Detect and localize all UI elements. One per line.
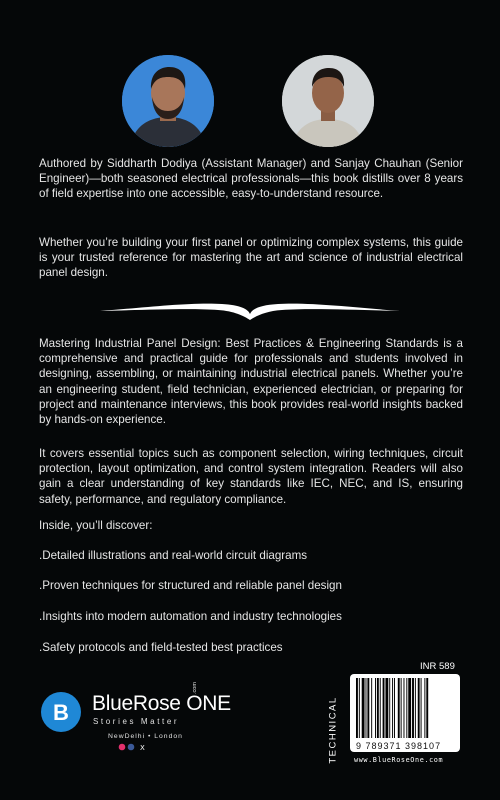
publisher-name: BlueRose ONE [92,692,231,715]
bluerose-logo-icon [40,691,82,733]
discover-item: .Safety protocols and field-tested best practices [39,641,283,654]
isbn-number: 9 789371 398107 [356,741,442,751]
swoosh-divider [100,298,400,324]
instagram-icon [119,744,126,751]
publisher-tagline: Stories Matter [93,717,180,726]
x-icon: X [140,744,145,751]
discover-item: .Detailed illustrations and real-world circuit diagrams [39,549,308,562]
book-description-text: Mastering Industrial Panel Design: Best Practices & Engineering Standards is a comprehensive and practical guide for professionals and students involved in designing, assembling, or maintaining industrial electrical panels. Whether you’re an engineering student, field technician, experienced electrician, or preparing for project and maintenance interviews, this book provides real-world insights backed by hands-on experience. [39,337,463,427]
svg-text:B: B [53,700,69,725]
publisher-url: www.BlueRoseOne.com [354,756,444,764]
reference-note-text: Whether you’re building your first panel or optimizing complex systems, this guide is your trusted reference for mastering the art and science of industrial electrical panel design. [39,236,463,280]
category-label [325,690,341,770]
topics-text: It covers essential topics such as component selection, wiring techniques, circuit protection, layout optimization, and control system integration. Readers will also gain a clear understanding of key standards like IEC, NEC, and IS, ensuring safety, performance, and regulatory compliance. [39,447,463,506]
authors-intro-text: Authored by Siddharth Dodiya (Assistant Manager) and Sanjay Chauhan (Senior Engineer)—both seasoned electrical professionals—this book distills over 8 years of field expertise into one accessible, easy-to-understand resource. [39,157,463,201]
category-text: TECHNICAL [327,696,339,764]
discover-item: .Proven techniques for structured and reliable panel design [39,579,342,592]
author-photo-siddharth [122,55,214,147]
barcode-bars [350,674,460,740]
facebook-icon [128,744,135,751]
social-icons [118,743,146,751]
publisher-dotcom: .com [192,682,198,694]
discover-item: .Insights into modern automation and industry technologies [39,610,342,623]
discover-heading: Inside, you’ll discover: [39,519,153,532]
price-label: INR 589 [420,661,455,672]
author-photo-sanjay [282,55,374,147]
publisher-cities: NewDelhi • London [108,733,183,740]
